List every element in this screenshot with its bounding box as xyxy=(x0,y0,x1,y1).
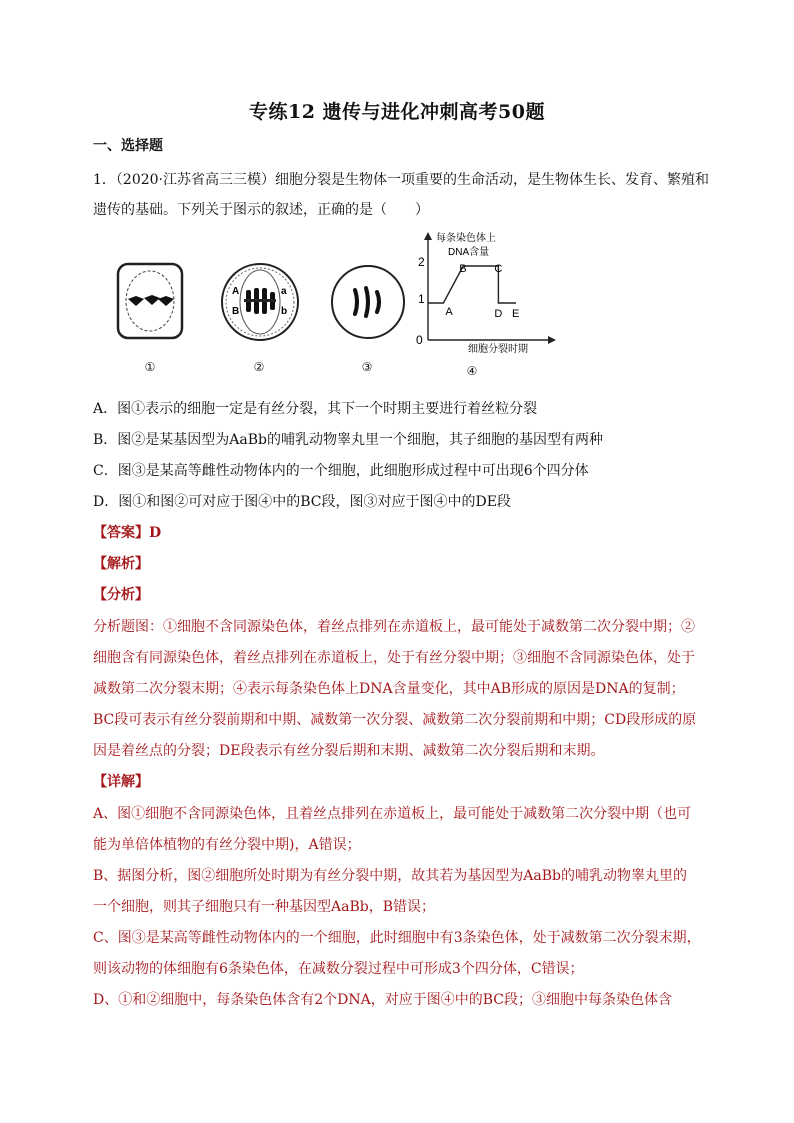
cell-3-chromosomes xyxy=(355,288,379,316)
analysis-heading: 【解析】 xyxy=(93,556,149,572)
point-label-B: B xyxy=(459,263,467,275)
x-axis-label: 细胞分裂时期 xyxy=(468,344,528,355)
figure-chart-4 xyxy=(408,228,558,356)
question-stem-line-1: 1．（2020·江苏省高三三模）细胞分裂是生物体一项重要的生命活动，是生物体生长、发育、繁殖和 xyxy=(93,172,709,188)
detail-line: 能为单倍体植物的有丝分裂中期)，A错误； xyxy=(93,837,361,853)
analysis-line: BC段可表示有丝分裂前期和中期、减数第一次分裂、减数第二次分裂前期和中期；CD段形成的原 xyxy=(93,712,697,728)
figure-label-4: ④ xyxy=(466,364,478,378)
detail-heading: 【详解】 xyxy=(93,774,149,790)
analysis-line: 因是着丝点的分裂；DE段表示有丝分裂后期和末期、减数第二次分裂后期和末期。 xyxy=(93,743,605,759)
analysis-line: 减数第二次分裂末期；④表示每条染色体上DNA含量变化，其中AB形成的原因是DNA的复制； xyxy=(93,681,685,697)
detail-line: A、图①细胞不含同源染色体，且着丝点排列在赤道板上，最可能处于减数第二次分裂中期（也可 xyxy=(93,806,692,822)
section-heading: 一、选择题 xyxy=(93,138,163,154)
analysis-line: 分析题图：①细胞不含同源染色体，着丝点排列在赤道板上，最可能处于减数第二次分裂中期；② xyxy=(93,619,695,635)
option-c: C．图③是某高等雌性动物体内的一个细胞，此细胞形成过程中可出现6个四分体 xyxy=(93,463,589,479)
answer-value: D xyxy=(149,525,162,541)
x-axis-arrow xyxy=(548,336,556,344)
figure-cell-1 xyxy=(114,260,186,342)
gene-label-A: A xyxy=(232,286,240,297)
detail-line: 一个细胞，则其子细胞只有一种基因型AaBb，B错误； xyxy=(93,899,435,915)
question-stem-line-2: 遗传的基础。下列关于图示的叙述，正确的是（ ） xyxy=(93,202,429,218)
figure-label-1: ① xyxy=(144,360,156,374)
figure-cell-3 xyxy=(328,262,408,342)
dna-content-line xyxy=(428,266,516,303)
page-title: 专练12 遗传与进化冲刺高考50题 xyxy=(249,101,545,123)
answer-label: 【答案】 xyxy=(93,525,149,541)
chart-title-line-2: DNA含量 xyxy=(448,247,490,258)
option-b: B．图②是某基因型为AaBb的哺乳动物睾丸里一个细胞，其子细胞的基因型有两种 xyxy=(93,432,603,448)
point-label-D: D xyxy=(494,308,503,320)
cell-1-chromosomes xyxy=(128,295,174,306)
figure-cell-2 xyxy=(218,260,302,344)
gene-label-b: b xyxy=(281,306,288,317)
figure-label-2: ② xyxy=(253,360,265,374)
cell-2-chromosomes xyxy=(244,288,276,314)
point-label-A: A xyxy=(445,306,453,318)
y-tick-0: 0 xyxy=(416,333,423,347)
detail-line: B、据图分析，图②细胞所处时期为有丝分裂中期，故其若为基因型为AaBb的哺乳动物睾丸里的 xyxy=(93,868,687,884)
figure-label-3: ③ xyxy=(361,360,373,374)
y-tick-1: 1 xyxy=(418,292,425,306)
option-d: D．图①和图②可对应于图④中的BC段，图③对应于图④中的DE段 xyxy=(93,494,511,510)
point-label-C: C xyxy=(494,263,503,275)
point-label-E: E xyxy=(512,308,520,320)
fenxi-heading: 【分析】 xyxy=(93,587,149,603)
answer xyxy=(93,523,713,543)
gene-label-B: B xyxy=(232,306,240,317)
detail-line: D、①和②细胞中，每条染色体含有2个DNA，对应于图④中的BC段；③细胞中每条染色体含 xyxy=(93,992,672,1008)
chart-title-line-1: 每条染色体上 xyxy=(436,233,496,244)
option-a: A．图①表示的细胞一定是有丝分裂，其下一个时期主要进行着丝粒分裂 xyxy=(93,401,538,417)
analysis-line: 细胞含有同源染色体，着丝点排列在赤道板上，处于有丝分裂中期；③细胞不含同源染色体，处于 xyxy=(93,650,695,666)
y-tick-2: 2 xyxy=(418,255,425,269)
detail-line: 则该动物的体细胞有6条染色体，在减数分裂过程中可形成3个四分体，C错误； xyxy=(93,961,584,977)
gene-label-a: a xyxy=(281,286,287,297)
detail-line: C、图③是某高等雌性动物体内的一个细胞，此时细胞中有3条染色体，处于减数第二次分裂末期， xyxy=(93,930,701,946)
y-axis-arrow xyxy=(424,232,432,240)
